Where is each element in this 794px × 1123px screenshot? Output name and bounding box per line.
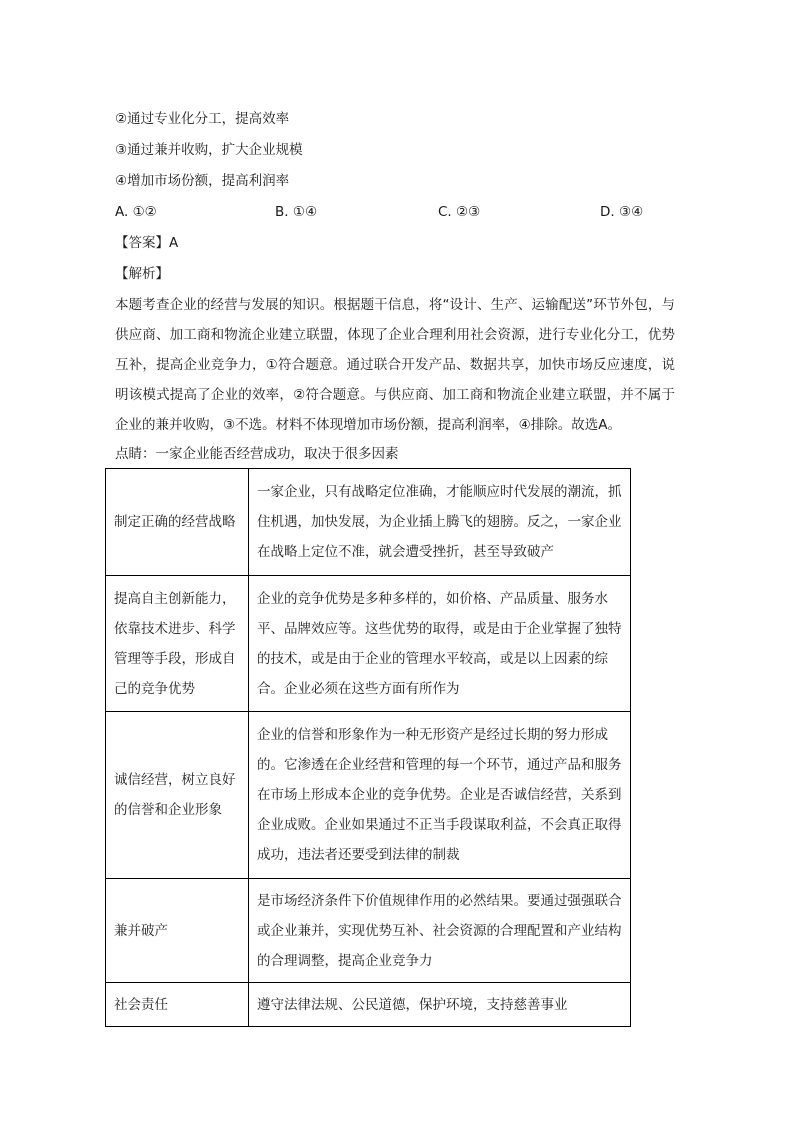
option-2: ②通过专业化分工，提高效率 <box>115 111 290 127</box>
analysis-text: 本题考查企业的经营与发展的知识。根据题干信息，将“设计、生产、运输配送”环节外包，与供应商、加工商和物流企业建立联盟，体现了企业合理利用社会资源，进行专业化分工，优势互补，提高企业竞争力，①符合题意。通过联合开发产品、数据共享，加快市场反应速度，说明该模式提高了企业的效率，②符合题意。与供应商、加工商和物流企业建立联盟，并不属于企业的兼并收购，③不选。材料不体现增加市场份额，提高利润率，④排除。故选A。 <box>115 297 675 433</box>
choice-b: B. ①④ <box>275 204 318 220</box>
table-cell-factor: 社会责任 <box>106 983 249 1027</box>
table-cell-description: 是市场经济条件下价值规律作用的必然结果。要通过强强联合或企业兼并，实现优势互补、社会资源的合理配置和产业结构的合理调整，提高企业竞争力 <box>249 879 631 983</box>
table-row <box>106 576 631 712</box>
table-cell-factor: 制定正确的经营战略 <box>106 469 249 576</box>
table-row <box>106 469 631 576</box>
table-cell-factor: 兼并破产 <box>106 879 249 983</box>
answer-choices <box>115 197 685 228</box>
table-cell-factor: 提高自主创新能力，依靠技术进步、科学管理等手段，形成自己的竞争优势 <box>106 576 249 712</box>
analysis-label: 【解析】 <box>115 266 169 282</box>
table-cell-description: 企业的信誉和形象作为一种无形资产是经过长期的努力形成的。它渗透在企业经营和管理的每一个环节，通过产品和服务在市场上形成本企业的竞争优势。企业是否诚信经营，关系到企业成败。企业如果通过不正当手段谋取利益，不会真正取得成功，违法者还要受到法律的制裁 <box>249 712 631 879</box>
choice-a: A. ①② <box>115 204 157 220</box>
choice-d: D. ③④ <box>600 204 644 220</box>
table-row <box>106 879 631 983</box>
factors-table <box>105 468 631 1027</box>
answer-label: 【答案】A <box>115 235 179 251</box>
table-cell-description: 企业的竞争优势是多种多样的，如价格、产品质量、服务水平、品牌效应等。这些优势的取得，或是由于企业掌握了独特的技术，或是由于企业的管理水平较高，或是以上因素的综合。企业必须在这些方面有所作为 <box>249 576 631 712</box>
question-content <box>115 104 685 468</box>
table-row <box>106 712 631 879</box>
table-cell-description: 一家企业，只有战略定位准确，才能顺应时代发展的潮流，抓住机遇，加快发展，为企业插上腾飞的翅膀。反之，一家企业在战略上定位不准，就会遭受挫折，甚至导致破产 <box>249 469 631 576</box>
choice-c: C. ②③ <box>438 204 481 220</box>
table-cell-factor: 诚信经营，树立良好的信誉和企业形象 <box>106 712 249 879</box>
table-cell-description: 遵守法律法规、公民道德，保护环境，支持慈善事业 <box>249 983 631 1027</box>
option-3: ③通过兼并收购，扩大企业规模 <box>115 142 303 158</box>
option-4: ④增加市场份额，提高利润率 <box>115 173 290 189</box>
note-text: 点睛：一家企业能否经营成功，取决于很多因素 <box>115 446 399 462</box>
table-row <box>106 983 631 1027</box>
